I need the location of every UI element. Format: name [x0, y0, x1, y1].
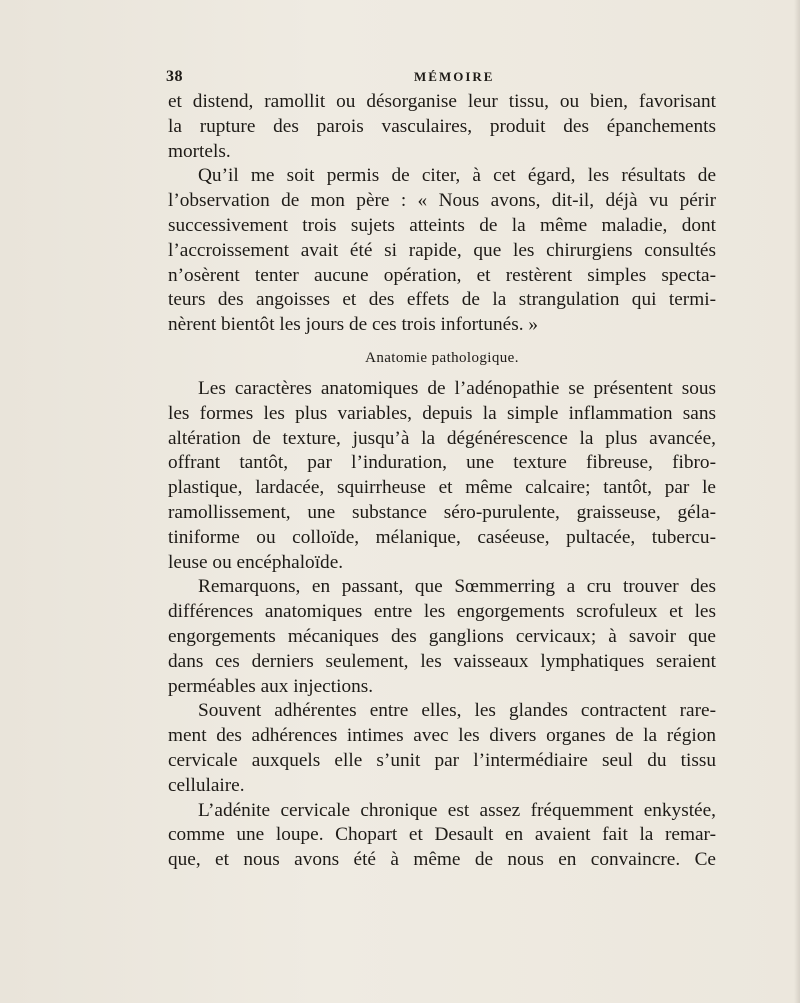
text-line: cellulaire.: [168, 774, 245, 796]
text-line: Les caractères anatomiques de l’adénopathie se présentent sous: [198, 377, 716, 399]
text-line: l’observation de mon père : « Nous avons, dit-il, déjà vu périr: [168, 190, 716, 212]
body-text: [168, 90, 716, 873]
text-line: dans ces derniers seulement, les vaisseaux lymphatiques seraient: [168, 650, 716, 672]
section-heading: Anatomie pathologique.: [365, 349, 519, 366]
page-number: 38: [166, 68, 183, 85]
text-line: que, et nous avons été à même de nous en convaincre. Ce: [168, 849, 716, 871]
text-line: cervicale auxquels elle s’unit par l’intermédiaire seul du tissu: [168, 749, 716, 771]
paragraph: [168, 377, 716, 575]
paragraph: [168, 799, 716, 873]
text-line: offrant tantôt, par l’induration, une texture fibreuse, fibro-: [168, 452, 716, 474]
paragraph: [168, 164, 716, 338]
text-line: plastique, lardacée, squirrheuse et même calcaire; tantôt, par le: [168, 477, 716, 499]
text-line: et distend, ramollit ou désorganise leur tissu, ou bien, favorisant: [168, 91, 716, 112]
text-line: altération de texture, jusqu’à la dégénérescence la plus avancée,: [168, 427, 716, 449]
paragraph: [168, 699, 716, 798]
text-line: différences anatomiques entre les engorgements scrofuleux et les: [168, 601, 716, 623]
text-line: les formes les plus variables, depuis la simple inflammation sans: [168, 402, 716, 424]
text-line: perméables aux injections.: [168, 675, 374, 697]
text-line: ramollissement, une substance séro-purulente, graisseuse, géla-: [168, 501, 716, 523]
text-line: successivement trois sujets atteints de la même maladie, dont: [168, 214, 716, 236]
text-line: leuse ou encéphaloïde.: [168, 551, 344, 573]
text-line: engorgements mécaniques des ganglions cervicaux; à savoir que: [168, 625, 716, 647]
text-line: comme une loupe. Chopart et Desault en avaient fait la remar-: [168, 824, 716, 846]
text-line: ment des adhérences intimes avec les divers organes de la région: [168, 725, 716, 747]
text-line: l’accroissement avait été si rapide, que les chirurgiens consultés: [168, 239, 716, 261]
text-line: la rupture des parois vasculaires, produit des épanchements: [168, 115, 716, 137]
paragraph: [168, 90, 716, 164]
text-line: teurs des angoisses et des effets de la strangulation qui termi-: [168, 289, 716, 311]
text-line: nèrent bientôt les jours de ces trois infortunés. »: [168, 314, 539, 336]
text-line: tiniforme ou colloïde, mélanique, caséeuse, pultacée, tubercu-: [168, 526, 716, 548]
text-line: n’osèrent tenter aucune opération, et restèrent simples specta-: [168, 264, 716, 286]
text-line: Remarquons, en passant, que Sœmmerring a cru trouver des: [198, 576, 716, 598]
text-line: Qu’il me soit permis de citer, à cet égard, les résultats de: [198, 165, 716, 187]
running-title: MÉMOIRE: [414, 69, 495, 84]
text-line: L’adénite cervicale chronique est assez fréquemment enkystée,: [198, 799, 716, 821]
text-line: Souvent adhérentes entre elles, les glandes contractent rare-: [198, 700, 716, 722]
page-edge-shadow: [794, 0, 800, 1003]
text-line: mortels.: [168, 140, 231, 162]
running-header: [0, 68, 800, 88]
paragraph: [168, 575, 716, 699]
